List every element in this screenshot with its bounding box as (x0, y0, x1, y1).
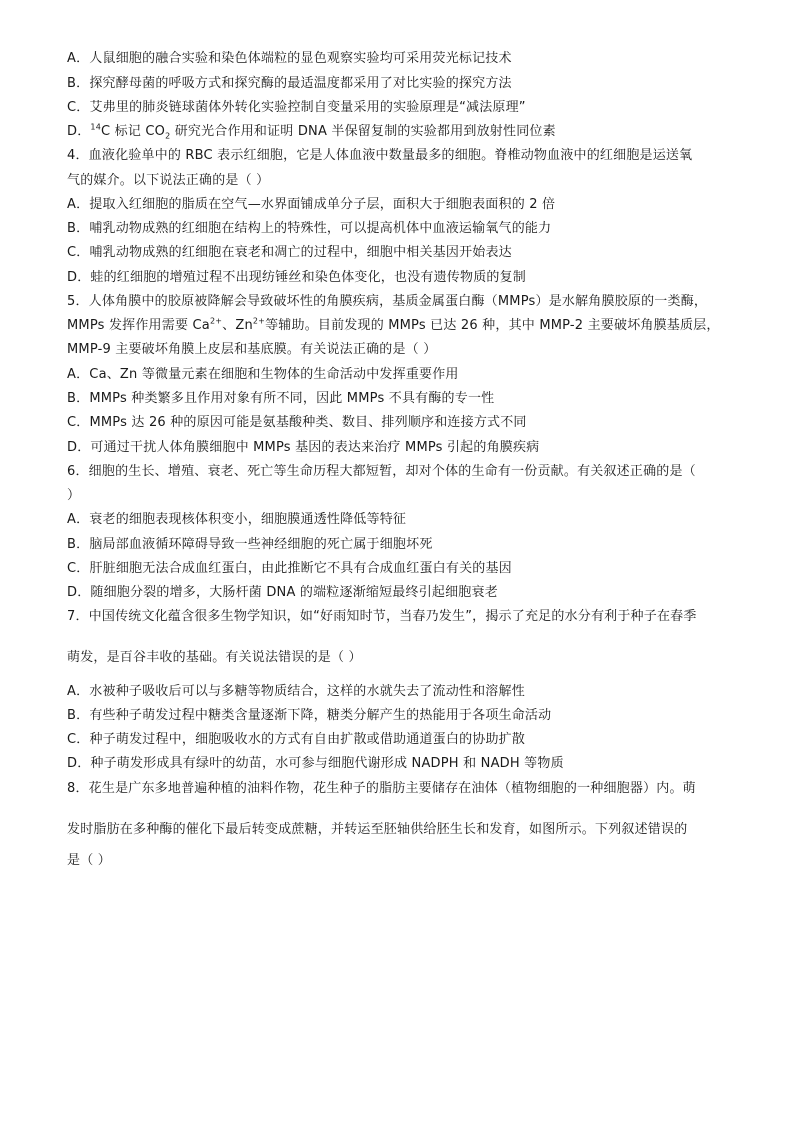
q6-stem-line-2: ） (67, 488, 81, 503)
q5-ca-charge: 2+ (209, 316, 223, 326)
q5-option-d: D．可通过干扰人体角膜细胞中 MMPs 基因的表达来治疗 MMPs 引起的角膜疾病 (67, 440, 540, 455)
q5-stem-line-1: 5．人体角膜中的胶原被降解会导致破坏性的角膜疾病，基质金属蛋白酶（MMPs）是水解角膜胶原的一类酶， (67, 294, 708, 309)
q3-option-d-mid: C 标记 CO (101, 124, 166, 139)
q8-stem-line-2: 发时脂肪在多种酶的催化下最后转变成蔗糖，并转运至胚轴供给胚生长和发育，如图所示。下列叙述错误的 (67, 822, 688, 837)
q8-stem-line-1: 8．花生是广东多地普遍种植的油料作物，花生种子的脂肪主要储存在油体（植物细胞的一种细胞器）内。萌 (67, 781, 696, 796)
q3-option-d-prefix: D． (67, 124, 91, 139)
q7-option-b: B．有些种子萌发过程中糖类含量逐渐下降，糖类分解产生的热能用于各项生命活动 (67, 708, 552, 723)
q7-option-a: A．水被种子吸收后可以与多糖等物质结合，这样的水就失去了流动性和溶解性 (67, 684, 525, 699)
q5-option-a: A．Ca、Zn 等微量元素在细胞和生物体的生命活动中发挥重要作用 (67, 367, 459, 382)
q3-option-d-subscript: 2 (165, 131, 171, 141)
q5-stem-line-2-c: 等辅助。目前发现的 MMPs 已达 26 种，其中 MMP-2 主要破坏角膜基质层， (265, 318, 720, 333)
q3-option-d-rest: 研究光合作用和证明 DNA 半保留复制的实验都用到放射性同位素 (170, 124, 556, 139)
q5-option-c: C．MMPs 达 26 种的原因可能是氨基酸种类、数目、排列顺序和连接方式不同 (67, 415, 527, 430)
q3-option-c: C．艾弗里的肺炎链球菌体外转化实验控制自变量采用的实验原理是“减法原理” (67, 100, 526, 115)
q5-option-b: B．MMPs 种类繁多且作用对象有所不同，因此 MMPs 不具有酶的专一性 (67, 391, 495, 406)
q5-zn-charge: 2+ (252, 316, 266, 326)
q4-option-b: B．哺乳动物成熟的红细胞在结构上的特殊性，可以提高机体中血液运输氧气的能力 (67, 221, 552, 236)
q6-option-b: B．脑局部血液循环障碍导致一些神经细胞的死亡属于细胞坏死 (67, 537, 433, 552)
q6-option-c: C．肝脏细胞无法合成血红蛋白，由此推断它不具有合成血红蛋白有关的基因 (67, 561, 512, 576)
q7-stem-line-2: 萌发，是百谷丰收的基础。有关说法错误的是（ ） (67, 650, 362, 665)
q3-option-b: B．探究酵母菌的呼吸方式和探究酶的最适温度都采用了对比实验的探究方法 (67, 76, 512, 91)
q6-option-a: A．衰老的细胞表现核体积变小，细胞膜通透性降低等特征 (67, 512, 407, 527)
q5-stem-line-3: MMP-9 主要破坏角膜上皮层和基底膜。有关说法正确的是（ ） (67, 342, 437, 357)
q7-option-c: C．种子萌发过程中，细胞吸收水的方式有自由扩散或借助通道蛋白的协助扩散 (67, 732, 526, 747)
q4-stem-line-1: 4．血液化验单中的 RBC 表示红细胞，它是人体血液中数量最多的细胞。脊椎动物血液中的红细胞是运送氧 (67, 148, 693, 163)
q4-option-a: A．提取入红细胞的脂质在空气—水界面铺成单分子层，面积大于细胞表面积的 2 倍 (67, 197, 556, 212)
q4-option-d: D．蛙的红细胞的增殖过程不出现纺锤丝和染色体变化，也没有遗传物质的复制 (67, 270, 527, 285)
q4-stem-line-2: 气的媒介。以下说法正确的是（ ） (67, 173, 270, 188)
q6-option-d: D．随细胞分裂的增多，大肠杆菌 DNA 的端粒逐渐缩短最终引起细胞衰老 (67, 585, 498, 600)
q3-option-a: A．人鼠细胞的融合实验和染色体端粒的显色观察实验均可采用荧光标记技术 (67, 51, 512, 66)
q8-stem-line-3: 是（ ） (67, 853, 111, 868)
q3-option-d (67, 124, 757, 140)
q4-option-c: C．哺乳动物成熟的红细胞在衰老和凋亡的过程中，细胞中相关基因开始表达 (67, 245, 512, 260)
q3-option-d-isotope: 14 (90, 122, 102, 132)
q5-stem-line-2-a: MMPs 发挥作用需要 Ca (67, 318, 210, 333)
q7-stem-line-1: 7．中国传统文化蕴含很多生物学知识，如“好雨知时节，当春乃发生”，揭示了充足的水分有利于种子在春季 (67, 609, 697, 624)
q6-stem-line-1: 6．细胞的生长、增殖、衰老、死亡等生命历程大都短暂，却对个体的生命有一份贡献。有关叙述正确的是（ (67, 464, 696, 479)
q5-stem-line-2 (67, 318, 757, 334)
q7-option-d: D．种子萌发形成具有绿叶的幼苗，水可参与细胞代谢形成 NADPH 和 NADH 等物质 (67, 756, 564, 771)
q5-stem-line-2-b: 、Zn (222, 318, 253, 333)
